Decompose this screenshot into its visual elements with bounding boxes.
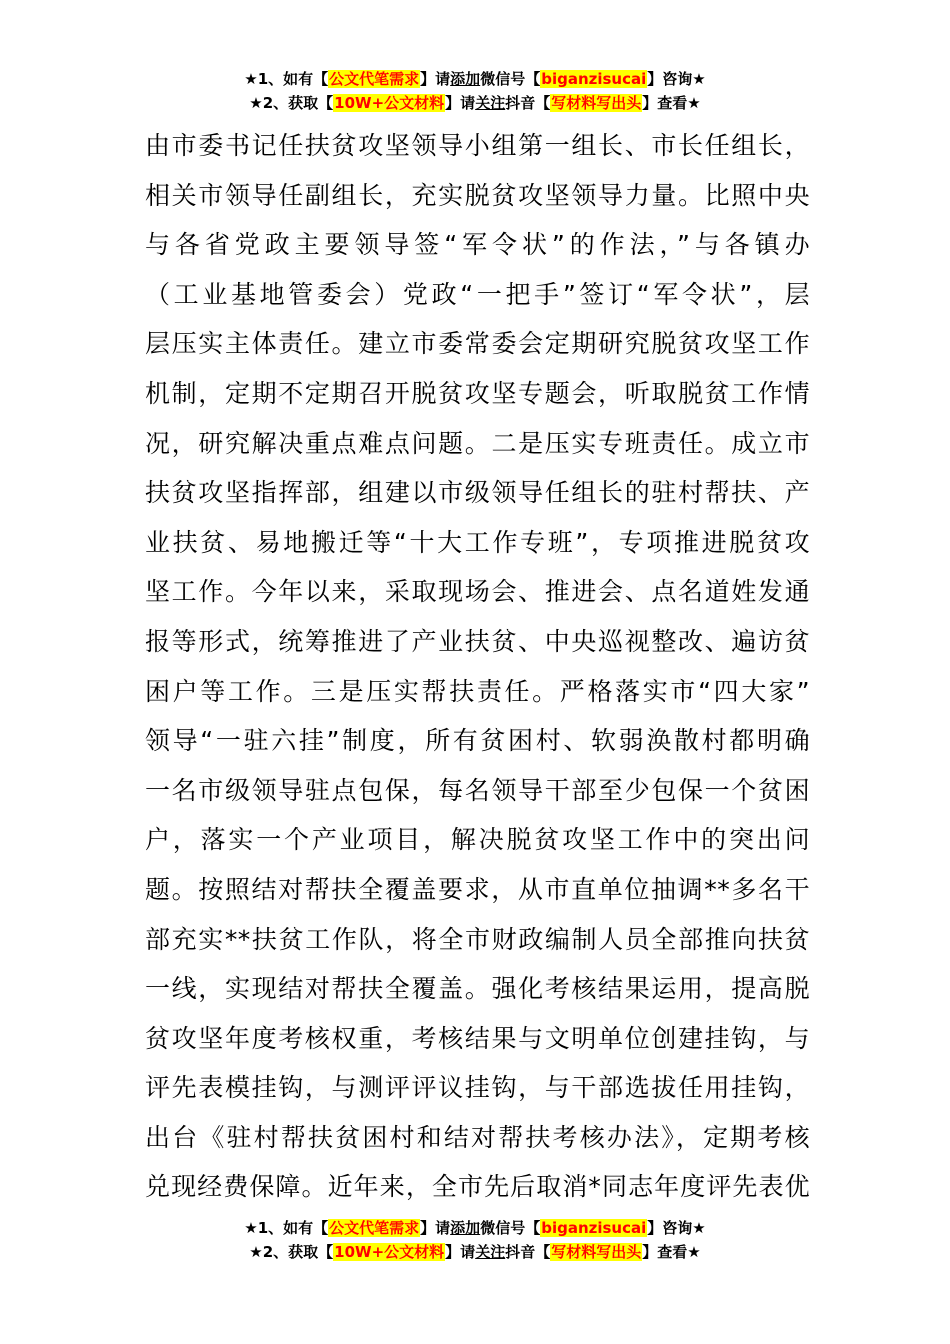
notice-text: 】请 [445, 94, 476, 112]
notice-line-2 [0, 92, 950, 116]
notice-emphasis: 关注 [475, 94, 506, 112]
body-line: 困户等工作。三是压实帮扶责任。严格落实市“四大家” [145, 676, 810, 706]
notice-text: 1、如有【 [257, 70, 329, 88]
star-icon: ★ [687, 1243, 701, 1261]
notice-line-1 [0, 68, 950, 92]
body-line: 兑现经费保障。近年来，全市先后取消*同志年度评先表优 [145, 1172, 810, 1202]
body-line: 贫攻坚年度考核权重，考核结果与文明单位创建挂钩，与 [145, 1023, 810, 1053]
notice-text: 抖音【 [505, 94, 551, 112]
body-line: 扶贫攻坚指挥部，组建以市级领导任组长的驻村帮扶、产 [145, 478, 810, 508]
footer-notice [0, 1217, 950, 1265]
body-line: 由市委书记任扶贫攻坚领导小组第一组长、市长任组长， [145, 131, 810, 160]
highlight-douyin-id: 写材料写出头 [551, 1243, 642, 1261]
notice-text: 】请 [420, 70, 451, 88]
highlight-douyin-id: 写材料写出头 [551, 94, 642, 112]
body-line: 出台《驻村帮扶贫困村和结对帮扶考核办法》，定期考核 [145, 1122, 810, 1152]
body-line: 户，落实一个产业项目，解决脱贫攻坚工作中的突出问 [145, 825, 810, 855]
body-line: （工业基地管委会）党政“一把手”签订“军令状”，层 [145, 279, 810, 309]
notice-text: 抖音【 [505, 1243, 551, 1261]
notice-text: 】查看 [642, 94, 688, 112]
highlight-service: 公文代笔需求 [329, 1219, 420, 1237]
notice-line-2 [0, 1241, 950, 1265]
body-line: 业扶贫、易地搬迁等“十大工作专班”，专项推进脱贫攻 [145, 527, 810, 557]
highlight-wechat-id: biganzisucai [541, 1219, 647, 1237]
body-line: 相关市领导任副组长，充实脱贫攻坚领导力量。比照中央 [145, 180, 810, 210]
body-line: 报等形式，统筹推进了产业扶贫、中央巡视整改、遍访贫 [145, 626, 810, 656]
highlight-wechat-id: biganzisucai [541, 70, 647, 88]
body-line: 一名市级领导驻点包保，每名领导干部至少包保一个贫困 [145, 775, 810, 805]
body-line: 评先表模挂钩，与测评评议挂钩，与干部选拔任用挂钩， [145, 1073, 810, 1103]
notice-line-1 [0, 1217, 950, 1241]
notice-text: 微信号【 [480, 1219, 541, 1237]
header-notice [0, 68, 950, 116]
body-line: 与各省党政主要领导签“军令状”的作法，”与各镇办 [145, 230, 810, 260]
body-line: 层压实主体责任。建立市委常委会定期研究脱贫攻坚工作 [145, 329, 810, 359]
notice-emphasis: 添加 [450, 70, 481, 88]
notice-text: 】请 [445, 1243, 476, 1261]
notice-emphasis: 关注 [475, 1243, 506, 1261]
body-line: 坚工作。今年以来，采取现场会、推进会、点名道姓发通 [145, 577, 810, 607]
body-line: 一线，实现结对帮扶全覆盖。强化考核结果运用，提高脱 [145, 974, 810, 1004]
star-icon: ★ [244, 70, 258, 88]
star-icon: ★ [687, 94, 701, 112]
star-icon: ★ [692, 70, 706, 88]
notice-text: 1、如有【 [257, 1219, 329, 1237]
notice-text: 2、获取【 [262, 94, 334, 112]
highlight-materials: 10W+公文材料 [334, 1243, 445, 1261]
notice-emphasis: 添加 [450, 1219, 481, 1237]
highlight-materials: 10W+公文材料 [334, 94, 445, 112]
body-line: 领导“一驻六挂”制度，所有贫困村、软弱涣散村都明确 [145, 726, 810, 756]
body-line: 部充实**扶贫工作队，将全市财政编制人员全部推向扶贫 [145, 924, 810, 954]
notice-text: 2、获取【 [262, 1243, 334, 1261]
highlight-service: 公文代笔需求 [329, 70, 420, 88]
star-icon: ★ [244, 1219, 258, 1237]
notice-text: 】咨询 [647, 70, 693, 88]
notice-text: 】请 [420, 1219, 451, 1237]
star-icon: ★ [249, 1243, 263, 1261]
star-icon: ★ [249, 94, 263, 112]
notice-text: 】查看 [642, 1243, 688, 1261]
star-icon: ★ [692, 1219, 706, 1237]
body-line: 题。按照结对帮扶全覆盖要求，从市直单位抽调**多名干 [145, 874, 810, 904]
notice-text: 】咨询 [647, 1219, 693, 1237]
body-line: 况，研究解决重点难点问题。二是压实专班责任。成立市 [145, 428, 810, 458]
notice-text: 微信号【 [480, 70, 541, 88]
body-line: 机制，定期不定期召开脱贫攻坚专题会，听取脱贫工作情 [145, 378, 810, 408]
document-body [145, 121, 810, 1212]
